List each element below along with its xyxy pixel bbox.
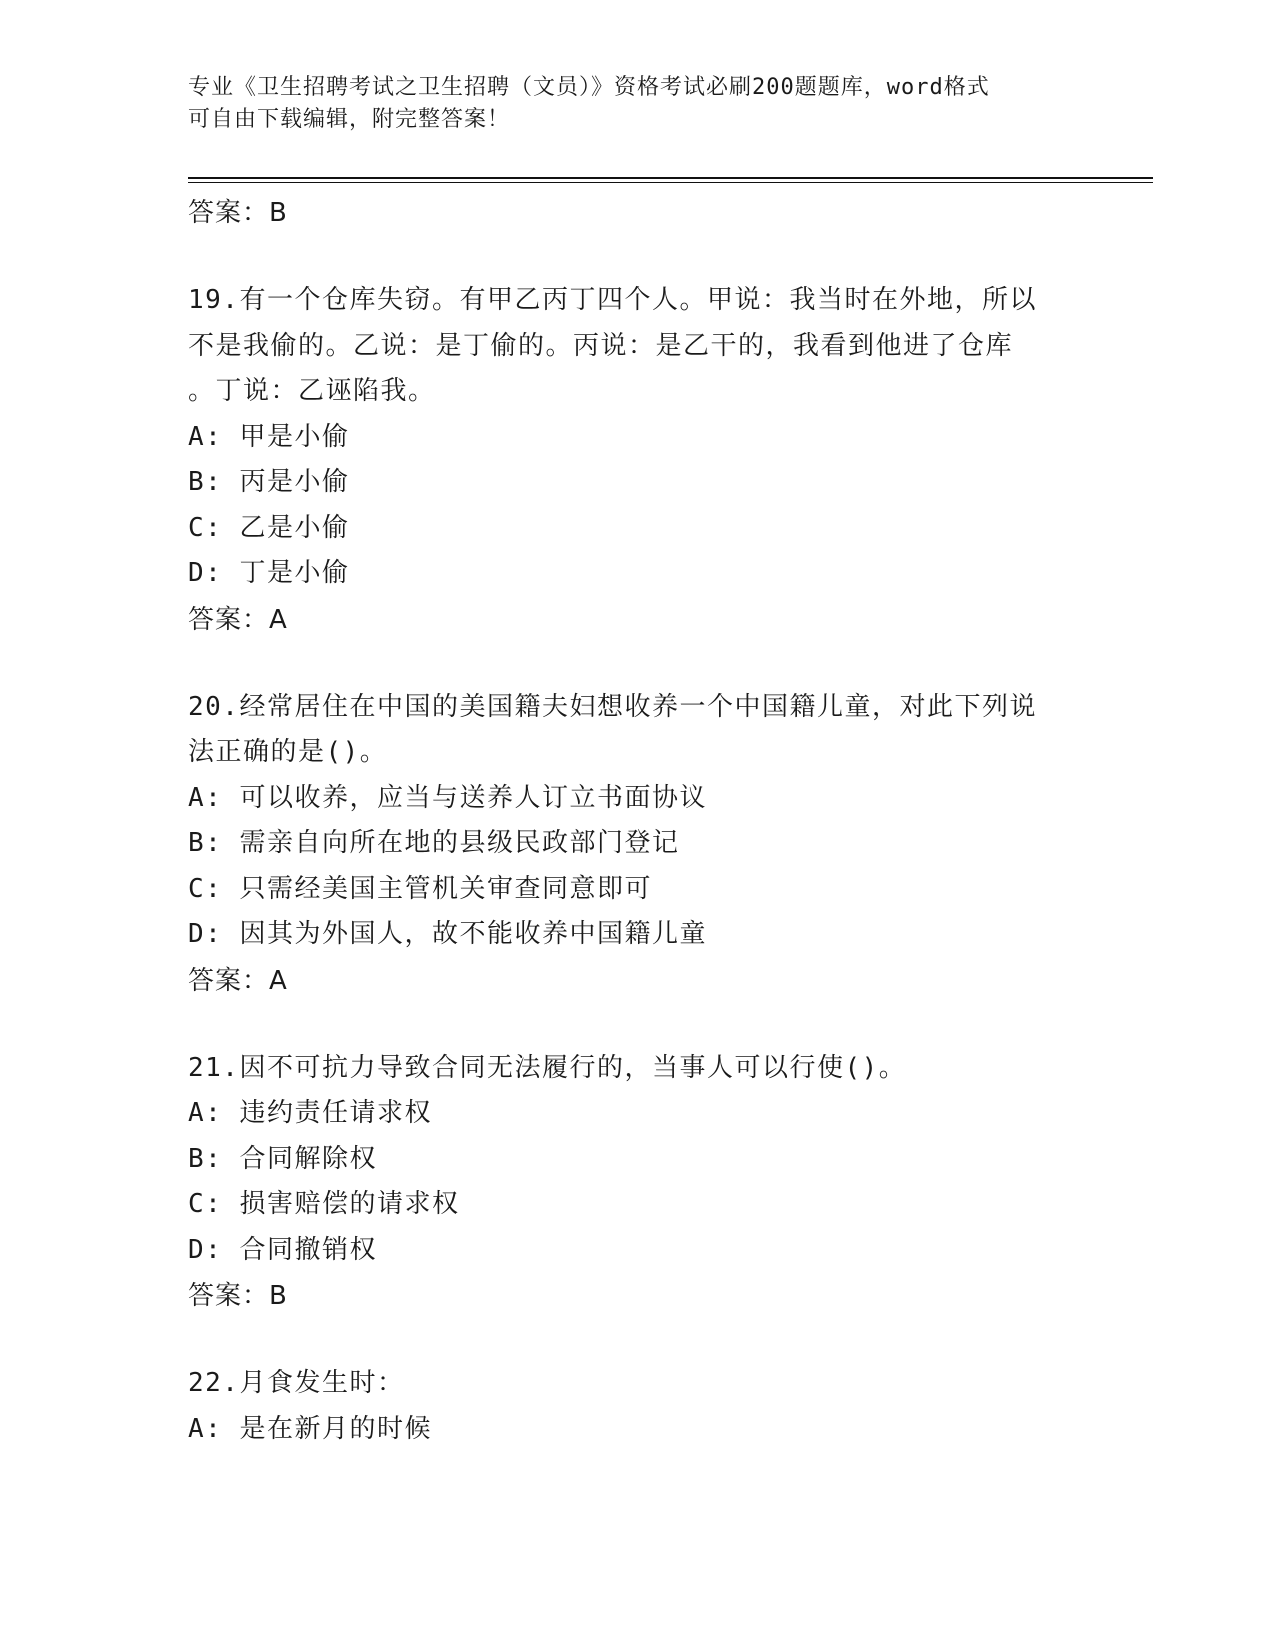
option-a: A: 可以收养，应当与送养人订立书面协议 [188, 782, 707, 813]
answer-line: 答案：B [188, 198, 288, 228]
question-stem-line: 。丁说：乙诬陷我。 [188, 376, 436, 406]
option-b: B: 丙是小偷 [188, 467, 350, 497]
question-block [188, 1046, 1088, 1320]
option-a: A: 甲是小偷 [188, 421, 350, 452]
question-stem-line: 22.月食发生时： [188, 1368, 405, 1398]
question-block [188, 278, 1088, 643]
option-a: A: 违约责任请求权 [188, 1098, 432, 1128]
header-rule-thin [188, 182, 1153, 183]
spacer [188, 1004, 1088, 1046]
document-header [188, 72, 1068, 136]
answer-line: 答案：A [188, 965, 288, 996]
option-a: A: 是在新月的时候 [188, 1413, 432, 1444]
header-rule-thick [188, 177, 1153, 179]
header-line-2: 可自由下载编辑，附完整答案！ [188, 107, 511, 132]
answer-line: 答案：A [188, 604, 288, 635]
question-stem-line: 20.经常居住在中国的美国籍夫妇想收养一个中国籍儿童，对此下列说 [188, 691, 1037, 722]
header-line-1: 专业《卫生招聘考试之卫生招聘（文员）》资格考试必刷200题题库，word格式 [188, 75, 990, 100]
question-stem-line: 19.有一个仓库失窃。有甲乙丙丁四个人。甲说：我当时在外地，所以 [188, 285, 1037, 315]
question-block [188, 685, 1088, 1004]
option-d: D: 因其为外国人，故不能收养中国籍儿童 [188, 919, 707, 949]
option-c: C: 只需经美国主管机关审查同意即可 [188, 873, 652, 904]
option-d: D: 合同撤销权 [188, 1234, 377, 1265]
spacer [188, 643, 1088, 685]
option-b: B: 需亲自向所在地的县级民政部门登记 [188, 828, 680, 858]
question-stem-line: 不是我偷的。乙说：是丁偷的。丙说：是乙干的，我看到他进了仓库 [188, 330, 1014, 361]
option-b: B: 合同解除权 [188, 1143, 377, 1174]
question-stem-line: 法正确的是()。 [188, 737, 388, 767]
spacer [188, 1319, 1088, 1361]
question-list [188, 190, 1088, 1452]
question-block [188, 1361, 1088, 1452]
option-c: C: 损害赔偿的请求权 [188, 1189, 460, 1219]
option-c: C: 乙是小偷 [188, 512, 350, 543]
answer-line: 答案：B [188, 1281, 288, 1311]
question-stem-line: 21.因不可抗力导致合同无法履行的，当事人可以行使()。 [188, 1052, 907, 1083]
spacer [188, 236, 1088, 278]
option-d: D: 丁是小偷 [188, 558, 350, 588]
